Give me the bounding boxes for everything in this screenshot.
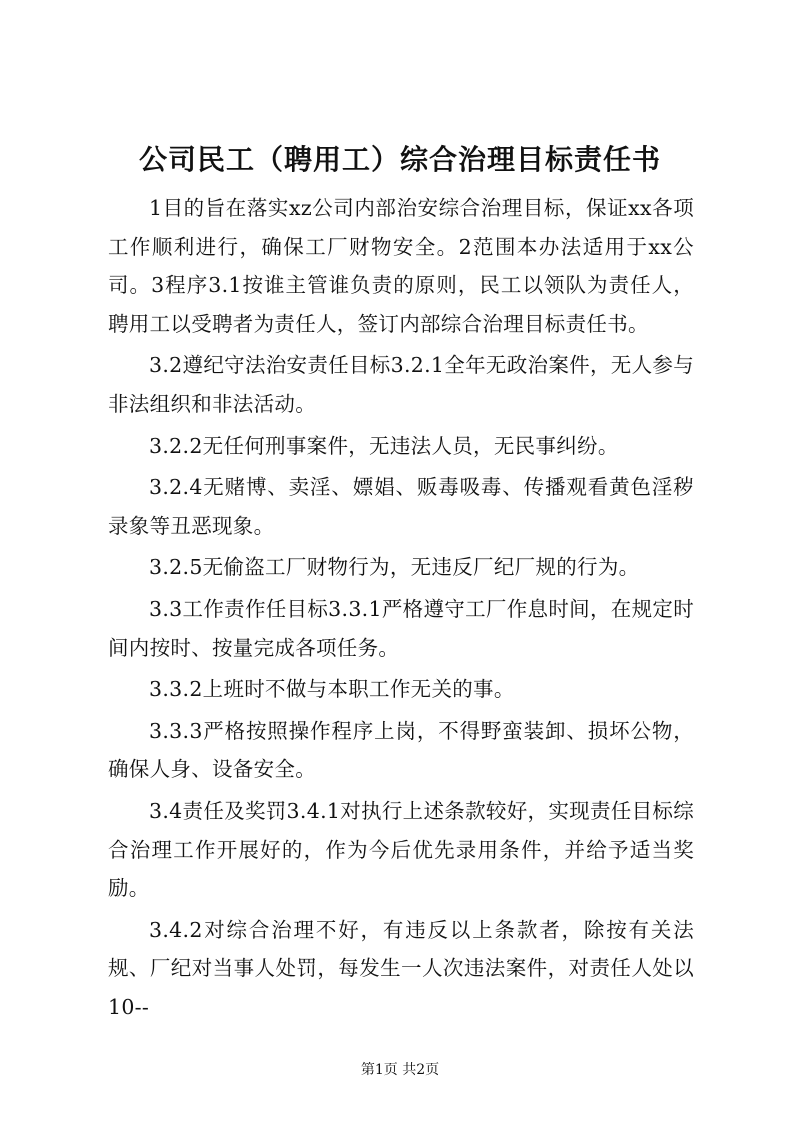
document-body [108, 189, 694, 1029]
paragraph: 3.3.3严格按照操作程序上岗，不得野蛮装卸、损坏公物，确保人身、设备安全。 [108, 718, 694, 782]
paragraph: 3.3工作责作任目标3.3.1严格遵守工厂作息时间，在规定时间内按时、按量完成各项任务。 [108, 596, 694, 660]
paragraph: 3.2.5无偷盗工厂财物行为，无违反厂纪厂规的行为。 [149, 555, 640, 580]
paragraph: 1目的旨在落实xz公司内部治安综合治理目标，保证xx各项工作顺利进行，确保工厂财物安全。2范围本办法适用于xx公司。3程序3.1按谁主管谁负责的原则，民工以领队为责任人，聘用工以受聘者为责任人，签订内部综合治理目标责任书。 [108, 196, 694, 336]
paragraph: 3.4责任及奖罚3.4.1对执行上述条款较好，实现责任目标综合治理工作开展好的，作为今后优先录用条件，并给予适当奖励。 [108, 798, 694, 901]
document-title: 公司民工（聘用工）综合治理目标责任书 [138, 143, 661, 176]
paragraph: 3.2遵纪守法治安责任目标3.2.1全年无政治案件，无人参与非法组织和非法活动。 [108, 353, 694, 416]
paragraph: 3.2.2无任何刑事案件，无违法人员，无民事纠纷。 [149, 433, 619, 458]
paragraph: 3.2.4无赌博、卖淫、嫖娼、贩毒吸毒、传播观看黄色淫秽录象等丑恶现象。 [108, 475, 694, 538]
page-footer: 第1页 共2页 [360, 1062, 440, 1078]
paragraph: 3.4.2对综合治理不好，有违反以上条款者，除按有关法规、厂纪对当事人处罚，每发生一人次违法案件，对责任人处以10-- [108, 917, 694, 1019]
paragraph: 3.3.2上班时不做与本职工作无关的事。 [149, 677, 515, 702]
